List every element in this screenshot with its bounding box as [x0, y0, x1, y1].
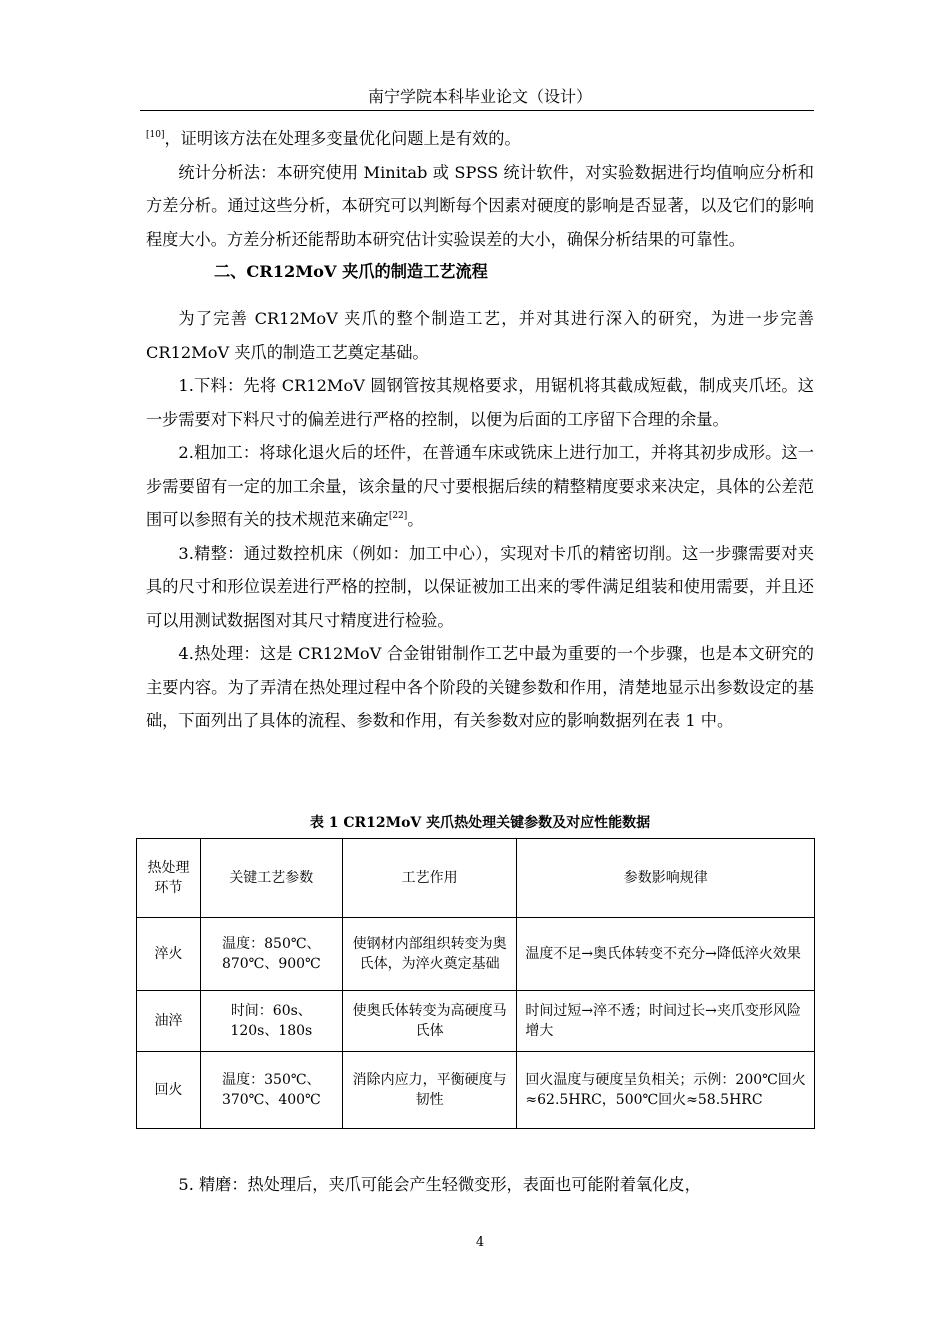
citation-ref: [22] — [388, 511, 408, 521]
paragraph-step-heat-treatment: 4.热处理：这是 CR12MoV 合金钳钳制作工艺中最为重要的一个步骤，也是本文研究的主要内容。为了弄清在热处理过程中各个阶段的关键参数和作用，清楚地显示出参数设定的基础，下面列出了具体的流程、参数和作用，有关参数对应的影响数据列在表 1 中。 — [146, 644, 814, 730]
paragraph-step-cutting: 1.下料：先将 CR12MoV 圆钢管按其规格要求，用锯机将其截成短截，制成夹爪坯。这一步需要对下料尺寸的偏差进行严格的控制，以便为后面的工序留下合理的余量。 — [146, 376, 814, 429]
table-caption: 表 1 CR12MoV 夹爪热处理关键参数及对应性能数据 — [309, 815, 651, 831]
section-heading: 二、CR12MoV 夹爪的制造工艺流程 — [214, 262, 488, 281]
table-header-cell: 参数影响规律 — [517, 839, 815, 918]
paragraph-text: 2.粗加工：将球化退火后的坯件，在普通车床或铣床上进行加工，并将其初步成形。这一步需要留有一定的加工余量，该余量的尺寸要根据后续的精整精度要求来决定，具体的公差范围可以参照有关的技术规范来确定 — [146, 443, 814, 529]
table-cell: 时间：60s、120s、180s — [200, 991, 342, 1052]
table-cell: 使钢材内部组织转变为奥氏体，为淬火奠定基础 — [342, 918, 517, 991]
table-cell: 回火 — [137, 1052, 201, 1129]
page-number: 4 — [475, 1235, 485, 1250]
paragraph-statistics: 统计分析法：本研究使用 Minitab 或 SPSS 统计软件，对实验数据进行均值响应分析和方差分析。通过这些分析，本研究可以判断每个因素对硬度的影响是否显著，以及它们的影响程度大小。方差分析还能帮助本研究估计实验误差的大小，确保分析结果的可靠性。 — [146, 162, 814, 249]
paragraph-end: 。 — [407, 510, 424, 529]
table-cell: 油淬 — [137, 991, 201, 1052]
table-row — [137, 1052, 815, 1129]
body-text — [146, 122, 814, 738]
table-cell: 淬火 — [137, 918, 201, 991]
table-header-cell: 热处理环节 — [137, 839, 201, 918]
table-row — [137, 918, 815, 991]
table-cell: 回火温度与硬度呈负相关；示例：200℃回火≈62.5HRC，500℃回火≈58.5HRC — [517, 1052, 815, 1129]
header-rule — [140, 110, 814, 111]
table-cell: 使奥氏体转变为高硬度马氏体 — [342, 991, 517, 1052]
page-header: 南宁学院本科毕业论文（设计） — [367, 87, 592, 106]
paragraph-step-grinding: 5. 精磨：热处理后，夹爪可能会产生轻微变形，表面也可能附着氧化皮， — [178, 1175, 701, 1194]
paragraph-step-rough-machining — [146, 436, 814, 537]
table-cell: 温度：350℃、370℃、400℃ — [200, 1052, 342, 1129]
paragraph-text: ，证明该方法在处理多变量优化问题上是有效的。 — [164, 129, 521, 148]
table-cell: 时间过短→淬不透；时间过长→夹爪变形风险增大 — [517, 991, 815, 1052]
table-row — [137, 991, 815, 1052]
paragraph-step-finishing: 3.精整：通过数控机床（例如：加工中心），实现对卡爪的精密切削。这一步骤需要对夹具的尺寸和形位误差进行严格的控制，以保证被加工出来的零件满足组装和使用需要，并且还可以用测试数据图对其尺寸精度进行检验。 — [146, 543, 814, 630]
table-cell: 温度不足→奥氏体转变不充分→降低淬火效果 — [517, 918, 815, 991]
paragraph-intro: 为了完善 CR12MoV 夹爪的整个制造工艺，并对其进行深入的研究，为进一步完善 CR12MoV 夹爪的制造工艺奠定基础。 — [146, 309, 814, 362]
heat-treatment-table — [136, 838, 815, 1129]
citation-ref: [10] — [146, 130, 165, 140]
table-header-cell: 关键工艺参数 — [200, 839, 342, 918]
table-header-cell: 工艺作用 — [342, 839, 517, 918]
table-cell: 消除内应力，平衡硬度与韧性 — [342, 1052, 517, 1129]
table-header-row — [137, 839, 815, 918]
table-cell: 温度：850℃、870℃、900℃ — [200, 918, 342, 991]
paragraph-continuation — [146, 122, 814, 156]
